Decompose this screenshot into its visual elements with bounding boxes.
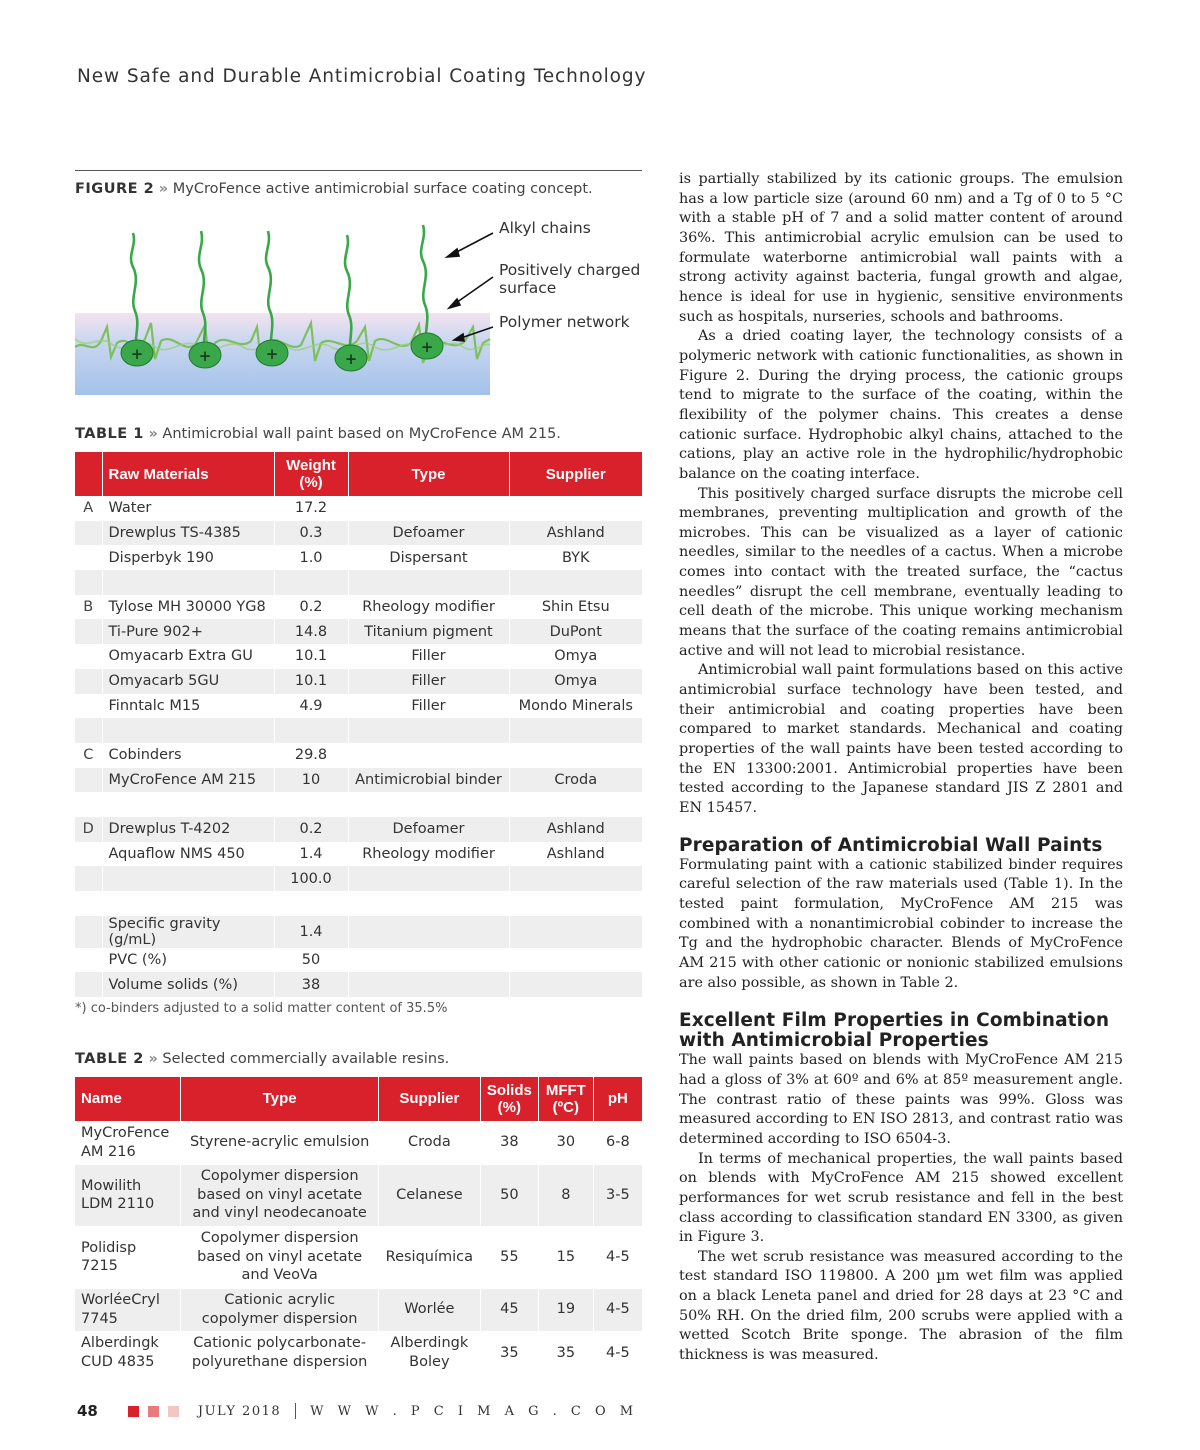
label-positively-charged: Positively charged: [499, 261, 641, 279]
section-cell: [75, 916, 102, 948]
supplier-cell: Ashland: [509, 521, 642, 546]
table-row: [75, 866, 642, 891]
name-cell: [75, 1288, 181, 1331]
table-row: [75, 768, 642, 793]
supplier-cell: Omya: [509, 669, 642, 694]
left-column: [75, 170, 642, 1374]
section-cell: [75, 619, 102, 644]
type-cell: Rheology modifier: [348, 842, 509, 867]
header-type: Type: [181, 1077, 378, 1121]
footer-square: [148, 1406, 159, 1417]
material-cell: Finntalc M15: [102, 694, 274, 719]
supplier-cell: [509, 792, 642, 817]
cell-line: and vinyl neodecanoate: [192, 1205, 367, 1222]
table-1-caption-text: Antimicrobial wall paint based on MyCroFence AM 215.: [162, 426, 561, 442]
table-row: [75, 743, 642, 768]
weight-cell: 1.4: [274, 842, 348, 867]
material-cell: Omyacarb 5GU: [102, 669, 274, 694]
material-cell: [102, 792, 274, 817]
supplier-cell: [509, 743, 642, 768]
supplier-cell: [378, 1164, 480, 1226]
body-paragraph: Antimicrobial wall paint formulations based on this active antimicrobial surface technology have been tested, and their antimicrobial and coating properties have been compared to market standards. Mechanical and coating properties of the wall paints have been tested according to the EN 13300:2001. Antimicrobial properties have been tested according to the Japanese standard JIS Z 2801 and EN 15457.: [679, 662, 1123, 816]
supplier-cell: [509, 866, 642, 891]
table-1-caption: [75, 426, 642, 442]
cell-line: CUD 4835: [81, 1353, 155, 1370]
type-cell: [348, 972, 509, 997]
name-cell: [75, 1331, 181, 1374]
cell-line: Celanese: [396, 1186, 463, 1203]
type-cell: [181, 1164, 378, 1226]
table-2: [75, 1077, 642, 1374]
mfft-cell: 8: [538, 1164, 593, 1226]
table-row: [75, 1331, 642, 1374]
material-cell: [102, 718, 274, 743]
plus-sign: +: [420, 338, 434, 356]
weight-cell: 10.1: [274, 644, 348, 669]
type-cell: Defoamer: [348, 817, 509, 842]
section-cell: [75, 792, 102, 817]
ph-cell: 3-5: [593, 1164, 642, 1226]
header-mfft-line2: (ºC): [552, 1098, 579, 1116]
mfft-cell: 19: [538, 1288, 593, 1331]
table-row: [75, 496, 642, 521]
table-row: [75, 644, 642, 669]
supplier-cell: [509, 570, 642, 595]
section-cell: [75, 570, 102, 595]
table-row: [75, 916, 642, 948]
material-cell: Drewplus TS-4385: [102, 521, 274, 546]
section-cell: [75, 891, 102, 916]
body-paragraph: The wet scrub resistance was measured according to the test standard ISO 119800. A 200 µm wet film was applied on a black Leneta panel and dried for 28 days at 23 °C and 50% RH. On the dried film, 200 scrubs were applied with a wetted Scotch Brite sponge. The abrasion of the film thickness is was measured.: [679, 1248, 1123, 1364]
supplier-cell: [509, 496, 642, 521]
table-row: [75, 1288, 642, 1331]
supplier-cell: [509, 948, 642, 973]
supplier-cell: [509, 891, 642, 916]
type-cell: [348, 866, 509, 891]
top-rule: [75, 170, 642, 171]
heading-line: Excellent Film Properties in Combination: [679, 1010, 1110, 1032]
weight-cell: 4.9: [274, 694, 348, 719]
mfft-cell: 35: [538, 1331, 593, 1374]
plus-sign: +: [265, 345, 279, 363]
table-2-label: TABLE 2: [75, 1051, 144, 1068]
table-2-caption-text: Selected commercially available resins.: [162, 1051, 450, 1068]
cell-line: Alberdingk: [390, 1335, 469, 1352]
cell-line: based on vinyl acetate: [197, 1186, 363, 1203]
weight-cell: 38: [274, 972, 348, 997]
cell-line: Alberdingk: [81, 1335, 159, 1352]
cell-line: Resiquímica: [385, 1248, 474, 1265]
type-cell: Dispersant: [348, 545, 509, 570]
header-solids: [480, 1077, 538, 1121]
name-cell: [75, 1164, 181, 1226]
material-cell: Volume solids (%): [102, 972, 274, 997]
supplier-cell: Croda: [509, 768, 642, 793]
table-1-header-row: [75, 452, 642, 496]
table-row: [75, 972, 642, 997]
cell-line: MyCroFence: [81, 1125, 170, 1142]
weight-cell: 1.4: [274, 916, 348, 948]
type-cell: [348, 743, 509, 768]
header-supplier: Supplier: [378, 1077, 480, 1121]
ph-cell: 6-8: [593, 1121, 642, 1164]
table-row: [75, 1121, 642, 1164]
cell-line: Copolymer dispersion: [200, 1230, 359, 1247]
material-cell: [102, 891, 274, 916]
section-heading-film-properties: [679, 1011, 1123, 1051]
header-weight-line2: (%): [299, 474, 323, 491]
solids-cell: 45: [480, 1288, 538, 1331]
body-paragraph: is partially stabilized by its cationic groups. The emulsion has a low particle size (around 60 nm) and a Tg of 0 to 5 °C with a stable pH of 7 and a solid matter content of around 36%. This antimicrobial acrylic emulsion can be used to formulate waterborne antimicrobial wall paints with a strong activity against bacteria, fungal growth and algae, hence is ideal for use in hygienic, sensitive environments such as hospitals, nurseries, schools and bathrooms.: [679, 171, 1123, 325]
supplier-cell: [509, 972, 642, 997]
section-cell: A: [83, 500, 94, 517]
type-cell: Antimicrobial binder: [348, 768, 509, 793]
section-cell: [75, 694, 102, 719]
material-cell: Aquaflow NMS 450: [102, 842, 274, 867]
cell-line: Cationic polycarbonate-: [193, 1335, 367, 1352]
supplier-cell: [378, 1226, 480, 1288]
header-mfft: [538, 1077, 593, 1121]
figure-label: FIGURE 2: [75, 181, 155, 197]
caption-chevron: »: [148, 426, 158, 442]
table-1-footnote: *) co-binders adjusted to a solid matter content of 35.5%: [75, 1001, 448, 1017]
footer-square: [168, 1406, 179, 1417]
table-1: [75, 452, 642, 997]
weight-cell: 10.1: [274, 669, 348, 694]
cell-line: 7745: [81, 1310, 118, 1327]
weight-cell: 29.8: [274, 743, 348, 768]
supplier-cell: [509, 916, 642, 948]
material-cell: Omyacarb Extra GU: [102, 644, 274, 669]
table-row: [75, 521, 642, 546]
type-cell: [348, 916, 509, 948]
table-1-label: TABLE 1: [75, 426, 144, 442]
table-row: [75, 1226, 642, 1288]
table-2-caption: [75, 1051, 642, 1067]
header-raw-materials: Raw Materials: [102, 452, 274, 496]
type-cell: [348, 570, 509, 595]
type-cell: [348, 948, 509, 973]
section-cell: [75, 768, 102, 793]
header-supplier: Supplier: [509, 452, 642, 496]
supplier-cell: Ashland: [509, 817, 642, 842]
material-cell: Cobinders: [102, 743, 274, 768]
section-cell: D: [75, 817, 102, 842]
type-cell: [181, 1288, 378, 1331]
plus-sign: +: [130, 345, 144, 363]
section-cell: C: [83, 747, 94, 764]
cell-line: AM 216: [81, 1143, 136, 1160]
weight-cell: 14.8: [274, 619, 348, 644]
caption-chevron: »: [148, 1051, 158, 1068]
running-title: New Safe and Durable Antimicrobial Coating Technology: [77, 66, 647, 87]
footer-square: [128, 1406, 139, 1417]
coating-diagram: [75, 215, 642, 395]
supplier-cell: Ashland: [509, 842, 642, 867]
weight-cell: [274, 891, 348, 916]
page-number: 48: [77, 1402, 98, 1420]
table-row: [75, 545, 642, 570]
table-row: [75, 842, 642, 867]
website-url: W W W . P C I M A G . C O M: [310, 1403, 639, 1419]
type-cell: [181, 1331, 378, 1374]
plus-sign: +: [344, 350, 358, 368]
table-row: [75, 1164, 642, 1226]
caption-chevron: »: [158, 181, 169, 197]
type-cell: Titanium pigment: [348, 619, 509, 644]
header-type: Type: [348, 452, 509, 496]
table-2-body: [75, 1121, 642, 1374]
label-surface: surface: [499, 279, 557, 297]
weight-cell: 10: [274, 768, 348, 793]
section-cell: [75, 842, 102, 867]
figure-2-illustration: [75, 215, 642, 395]
table-row: [75, 570, 642, 595]
material-cell: [102, 570, 274, 595]
weight-cell: [274, 570, 348, 595]
name-cell: [75, 1226, 181, 1288]
solids-cell: 38: [480, 1121, 538, 1164]
weight-cell: 17.2: [274, 496, 348, 521]
table-row: [75, 595, 642, 620]
issue-date: JULY 2018: [197, 1403, 282, 1419]
type-cell: Defoamer: [348, 521, 509, 546]
cell-line: and VeoVa: [241, 1267, 318, 1284]
section-cell: [75, 866, 102, 891]
weight-cell: 100.0: [274, 866, 348, 891]
solids-cell: 50: [480, 1164, 538, 1226]
supplier-cell: Mondo Minerals: [509, 694, 642, 719]
figure-caption-text: MyCroFence active antimicrobial surface coating concept.: [172, 181, 593, 197]
ph-cell: 4-5: [593, 1331, 642, 1374]
header-section: [75, 452, 102, 496]
table-row: [75, 718, 642, 743]
supplier-cell: BYK: [509, 545, 642, 570]
type-cell: [348, 792, 509, 817]
cell-line: Worlée: [404, 1301, 455, 1318]
type-cell: [348, 891, 509, 916]
solids-cell: 35: [480, 1331, 538, 1374]
type-cell: Rheology modifier: [348, 595, 509, 620]
weight-cell: [274, 718, 348, 743]
material-cell: MyCroFence AM 215: [102, 768, 274, 793]
cell-line: Copolymer dispersion: [200, 1168, 359, 1185]
type-cell: Filler: [348, 694, 509, 719]
table-1-body: [75, 496, 642, 997]
weight-cell: 1.0: [274, 545, 348, 570]
section-cell: [75, 521, 102, 546]
cell-line: WorléeCryl: [81, 1292, 160, 1309]
section-cell: [75, 972, 102, 997]
supplier-cell: [509, 718, 642, 743]
section-heading-preparation: Preparation of Antimicrobial Wall Paints: [679, 834, 1103, 856]
cell-line: Cationic acrylic: [224, 1292, 336, 1309]
weight-cell: 50: [274, 948, 348, 973]
header-weight: [274, 452, 348, 496]
right-column: [679, 170, 1123, 1366]
solids-cell: 55: [480, 1226, 538, 1288]
section-cell: [75, 948, 102, 973]
type-cell: [181, 1121, 378, 1164]
table-2-header-row: [75, 1077, 642, 1121]
supplier-cell: [378, 1331, 480, 1374]
weight-cell: 0.2: [274, 595, 348, 620]
material-cell: Ti-Pure 902+: [102, 619, 274, 644]
type-cell: [348, 718, 509, 743]
header-mfft-line1: MFFT: [545, 1081, 586, 1099]
cell-line: based on vinyl acetate: [197, 1248, 363, 1265]
header-solids-line2: (%): [497, 1098, 521, 1116]
label-alkyl-chains: Alkyl chains: [499, 219, 591, 237]
table-row: [75, 669, 642, 694]
section-cell: [75, 718, 102, 743]
cell-line: Croda: [407, 1134, 451, 1151]
cell-line: Polidisp 7215: [81, 1239, 137, 1275]
figure-2-caption: [75, 181, 642, 197]
section-cell: [75, 669, 102, 694]
material-cell: Disperbyk 190: [102, 545, 274, 570]
section-cell: B: [83, 599, 94, 616]
cell-line: Mowilith: [81, 1177, 142, 1194]
page-footer: [77, 1402, 638, 1420]
name-cell: [75, 1121, 181, 1164]
supplier-cell: Omya: [509, 644, 642, 669]
type-cell: [181, 1226, 378, 1288]
cell-line: Boley: [409, 1353, 450, 1370]
material-cell: Specific gravity (g/mL): [102, 916, 274, 948]
weight-cell: [274, 792, 348, 817]
body-paragraph: The wall paints based on blends with MyCroFence AM 215 had a gloss of 3% at 60º and 6% at 85º measurement angle. The contrast ratio of these paints was 99%. Gloss was measured according to EN ISO 2813, and contrast ratio was determined according to ISO 6504-3.: [679, 1052, 1123, 1147]
plus-sign: +: [198, 347, 212, 365]
material-cell: [102, 866, 274, 891]
material-cell: PVC (%): [102, 948, 274, 973]
header-ph: pH: [593, 1077, 642, 1121]
supplier-cell: [378, 1121, 480, 1164]
body-paragraph: In terms of mechanical properties, the wall paints based on blends with MyCroFence AM 215 showed excellent performances for wet scrub resistance and fell in the best class according to classification standard EN 3300, as given in Figure 3.: [679, 1150, 1123, 1246]
weight-cell: 0.3: [274, 521, 348, 546]
table-row: [75, 694, 642, 719]
header-solids-line1: Solids: [486, 1081, 532, 1099]
ph-cell: 4-5: [593, 1288, 642, 1331]
table-row: [75, 948, 642, 973]
table-row: [75, 792, 642, 817]
label-polymer-network: Polymer network: [499, 313, 630, 331]
cell-line: LDM 2110: [81, 1196, 155, 1213]
section-cell: [75, 644, 102, 669]
type-cell: Filler: [348, 644, 509, 669]
material-cell: Water: [102, 496, 274, 521]
body-paragraph: Formulating paint with a cationic stabilized binder requires careful selection of the raw materials used (Table 1). In the tested paint formulation, MyCroFence AM 215 was combined with a nonantimicrobial cobinder to increase the Tg and the hydrophobic character. Blends of MyCroFence AM 215 with other cationic or nonionic stabilized emulsions are also possible, as shown in Table 2.: [679, 856, 1123, 991]
header-name: Name: [75, 1077, 181, 1121]
body-paragraph: This positively charged surface disrupts the microbe cell membranes, preventing multiplication and growth of the microbes. This can be visualized as a layer of cationic needles, similar to the needles of a cactus. When a microbe comes into contact with the treated surface, the “cactus needles” disrupt the cell membrane, eventually leading to cell death of the microbe. This unique working mechanism means that the surface of the coating remains antimicrobial active and will not lead to microbial resistance.: [679, 485, 1123, 659]
body-paragraph: As a dried coating layer, the technology consists of a polymeric network with cationic functionalities, as shown in Figure 2. During the drying process, the cationic groups tend to migrate to the surface of the coating, within the flexibility of the polymer chains. This creates a dense cationic surface. Hydrophobic alkyl chains, attached to the cations, play an active role in the hydrophilic/hydrophobic balance on the coating interface.: [679, 328, 1123, 482]
ph-cell: 4-5: [593, 1226, 642, 1288]
supplier-cell: DuPont: [509, 619, 642, 644]
supplier-cell: Shin Etsu: [509, 595, 642, 620]
mfft-cell: 15: [538, 1226, 593, 1288]
table-row: [75, 619, 642, 644]
heading-line: with Antimicrobial Properties: [679, 1030, 989, 1052]
mfft-cell: 30: [538, 1121, 593, 1164]
material-cell: Drewplus T-4202: [102, 817, 274, 842]
cell-line: polyurethane dispersion: [191, 1353, 368, 1370]
header-weight-line1: Weight: [286, 457, 336, 474]
table-row: [75, 817, 642, 842]
cell-line: Styrene-acrylic emulsion: [189, 1134, 370, 1151]
weight-cell: 0.2: [274, 817, 348, 842]
footer-divider: [295, 1403, 296, 1419]
cell-line: copolymer dispersion: [201, 1310, 358, 1327]
type-cell: Filler: [348, 669, 509, 694]
material-cell: Tylose MH 30000 YG8: [102, 595, 274, 620]
type-cell: [348, 496, 509, 521]
section-cell: [75, 545, 102, 570]
supplier-cell: [378, 1288, 480, 1331]
table-row: [75, 891, 642, 916]
